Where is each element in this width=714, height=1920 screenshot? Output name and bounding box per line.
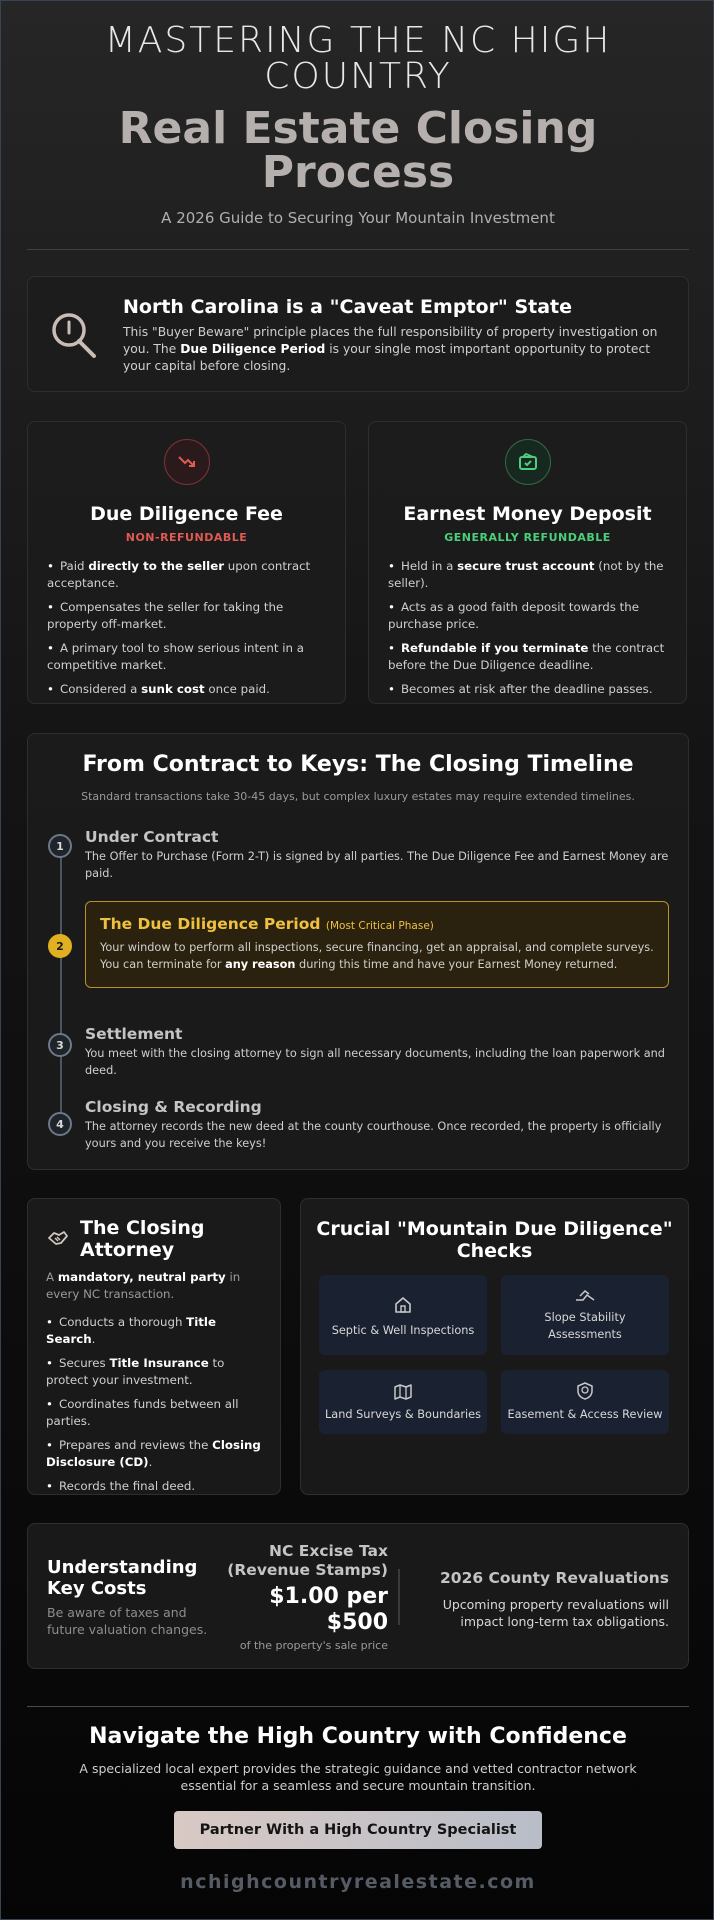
attorney-title: The Closing Attorney [80, 1217, 205, 1261]
step-number: 3 [48, 1033, 72, 1057]
fee-list [47, 558, 327, 698]
closing-attorney-card [27, 1198, 281, 1495]
revaluation-title: 2026 County Revaluations [440, 1569, 669, 1587]
list-item: • Conducts a thorough Title Search. [46, 1315, 216, 1346]
timeline-step [85, 1098, 675, 1152]
house-icon [393, 1295, 413, 1315]
list-item: • Compensates the seller for taking the property off-market. [47, 600, 284, 631]
timeline-note: Standard transactions take 30-45 days, but complex luxury estates may require extended timelines. [81, 790, 635, 803]
check-septic-well [319, 1275, 487, 1355]
magnifier-icon [48, 309, 100, 361]
refundable-badge: GENERALLY REFUNDABLE [444, 531, 611, 544]
timeline-step [85, 828, 675, 882]
partner-specialist-button[interactable]: Partner With a High Country Specialist [174, 1811, 542, 1849]
check-slope-stability [501, 1275, 669, 1355]
step-text: The Offer to Purchase (Form 2-T) is signed by all parties. The Due Diligence Fee and Earnest Money are paid. [85, 850, 669, 880]
checks-title: Crucial "Mountain Due Diligence" Checks [316, 1218, 673, 1262]
list-item: • Coordinates funds between all parties. [46, 1397, 239, 1428]
attorney-intro: A mandatory, neutral party in every NC transaction. [46, 1270, 241, 1301]
costs-title: Understanding Key Costs [47, 1557, 198, 1599]
wallet-check-icon [505, 439, 551, 485]
excise-tax-note: of the property's sale price [239, 1639, 388, 1652]
list-item: • Acts as a good faith deposit towards the purchase price. [388, 600, 639, 631]
costs-subtitle: Be aware of taxes and future valuation changes. [47, 1605, 208, 1637]
slope-icon [574, 1287, 596, 1305]
subtitle: A 2026 Guide to Securing Your Mountain Investment [161, 209, 555, 227]
divider [398, 1569, 400, 1625]
step-number: 4 [48, 1112, 72, 1136]
list-item: • Secures Title Insurance to protect your investment. [46, 1356, 225, 1387]
attorney-list [46, 1314, 268, 1502]
step-title: Under Contract [85, 828, 219, 846]
county-revaluations [418, 1569, 669, 1630]
caveat-title: North Carolina is a "Caveat Emptor" State [123, 296, 573, 318]
step-text: The attorney records the new deed at the county courthouse. Once recorded, the property is officially yours and you receive the keys! [85, 1120, 662, 1150]
check-easement-access [501, 1370, 669, 1434]
step-number: 1 [48, 834, 72, 858]
deposit-title: Earnest Money Deposit [403, 503, 652, 525]
list-item: • Becomes at risk after the deadline passes. [388, 682, 653, 696]
eyebrow-title: MASTERING THE NC HIGH COUNTRY [104, 20, 612, 97]
excise-tax-value: $1.00 per $500 [269, 1584, 388, 1635]
timeline-title: From Contract to Keys: The Closing Timeline [82, 752, 634, 777]
handshake-icon [46, 1226, 70, 1250]
timeline-line [60, 842, 62, 1127]
footer-cta [27, 1724, 689, 1893]
list-item: • Prepares and reviews the Closing Disclosure (CD). [46, 1438, 261, 1469]
excise-tax [218, 1542, 388, 1652]
earnest-money-card [368, 421, 687, 704]
shield-icon [575, 1381, 595, 1401]
list-item: • Held in a secure trust account (not by the seller). [388, 559, 664, 590]
timeline-step [85, 1025, 675, 1079]
header [27, 1, 689, 250]
infographic-page [27, 1, 689, 1893]
non-refundable-badge: NON-REFUNDABLE [125, 531, 248, 544]
list-item: • Records the final deed. [46, 1479, 196, 1493]
step-text: You meet with the closing attorney to sign all necessary documents, including the loan paperwork and deed. [85, 1047, 665, 1077]
main-title: Real Estate Closing Process [118, 103, 598, 198]
mountain-checks-card [300, 1198, 689, 1495]
trend-down-icon [164, 439, 210, 485]
caveat-text: This "Buyer Beware" principle places the full responsibility of property investigation on you. The Due Diligence Period is your single most important opportunity to protect your capital before closing. [123, 325, 658, 373]
check-label: Easement & Access Review [507, 1408, 663, 1421]
costs-intro [47, 1557, 227, 1638]
timeline-step-highlighted [85, 901, 669, 988]
revaluation-text: Upcoming property revaluations will impact long-term tax obligations. [442, 1597, 669, 1629]
check-label: Land Surveys & Boundaries [324, 1408, 481, 1421]
footer-title: Navigate the High Country with Confidence [89, 1724, 627, 1749]
step-number: 2 [48, 934, 72, 958]
caveat-emptor-card [27, 276, 689, 392]
step-title: Closing & Recording [85, 1098, 262, 1116]
map-icon [393, 1383, 413, 1401]
divider [27, 1706, 689, 1707]
list-item: • Refundable if you terminate the contract before the Due Diligence deadline. [388, 641, 665, 672]
website-link[interactable]: nchighcountryrealestate.com [180, 1871, 536, 1893]
step-title: The Due Diligence Period (Most Critical Phase) [100, 915, 434, 933]
step-text: Your window to perform all inspections, secure financing, get an appraisal, and complete surveys. You can terminate for any reason during this time and have your Earnest Money returned. [100, 941, 654, 971]
step-title: Settlement [85, 1025, 183, 1043]
list-item: • Considered a sunk cost once paid. [47, 682, 270, 696]
check-land-survey [319, 1370, 487, 1434]
deposit-list [388, 558, 668, 698]
check-label: Septic & Well Inspections [331, 1324, 475, 1337]
check-label: Slope Stability Assessments [544, 1311, 626, 1341]
due-diligence-fee-card [27, 421, 346, 704]
key-costs-card [27, 1523, 689, 1669]
list-item: • A primary tool to show serious intent in a competitive market. [47, 641, 304, 672]
excise-tax-title: NC Excise Tax (Revenue Stamps) [227, 1542, 388, 1579]
fee-title: Due Diligence Fee [90, 503, 283, 525]
footer-text: A specialized local expert provides the strategic guidance and vetted contractor network essential for a seamless and secure mountain transition. [79, 1761, 637, 1793]
closing-timeline-card [27, 733, 689, 1170]
divider [27, 249, 689, 250]
list-item: • Paid directly to the seller upon contract acceptance. [47, 559, 311, 590]
